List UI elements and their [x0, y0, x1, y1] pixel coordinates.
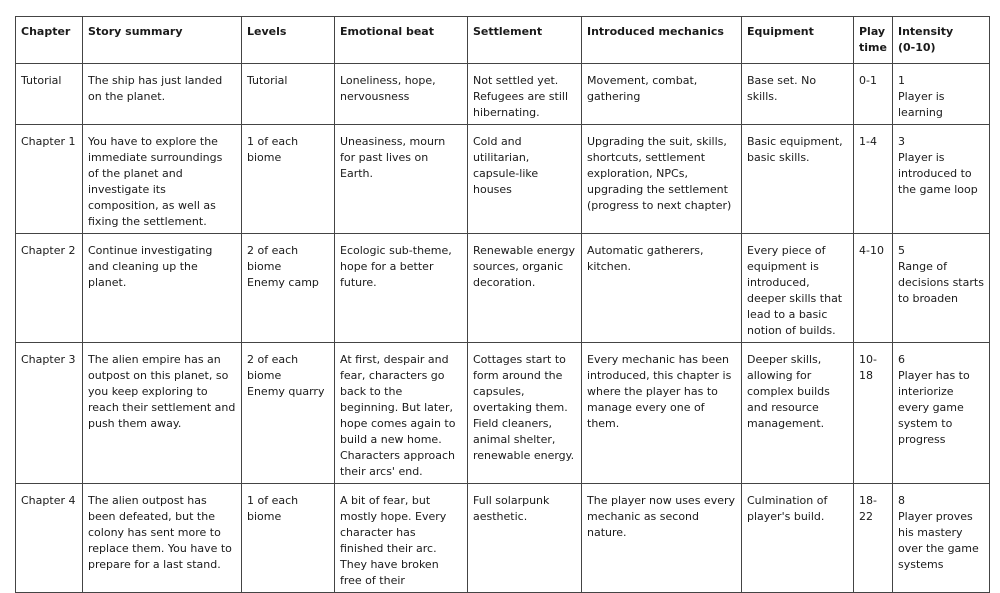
cell-introduced-mechanics: Movement, combat, gathering	[582, 64, 742, 125]
cell-emotional-beat: A bit of fear, but mostly hope. Every character has finished their arc. They have broken free of their	[335, 484, 468, 593]
cell-introduced-mechanics: Every mechanic has been introduced, this chapter is where the player has to manage every one of them.	[582, 343, 742, 484]
cell-play-time: 1-4	[854, 125, 893, 234]
table-row-chapter-3	[16, 343, 990, 484]
header-introduced-mechanics: Introduced mechanics	[582, 17, 742, 64]
table-row-chapter-1	[16, 125, 990, 234]
cell-introduced-mechanics: The player now uses every mechanic as second nature.	[582, 484, 742, 593]
cell-play-time: 0-1	[854, 64, 893, 125]
header-intensity: Intensity (0-10)	[893, 17, 990, 64]
cell-equipment: Basic equipment, basic skills.	[742, 125, 854, 234]
cell-intensity: 1 Player is learning	[893, 64, 990, 125]
header-settlement: Settlement	[468, 17, 582, 64]
cell-chapter: Tutorial	[16, 64, 83, 125]
design-table	[15, 16, 990, 593]
cell-equipment: Culmination of player's build.	[742, 484, 854, 593]
header-row	[16, 17, 990, 64]
cell-play-time: 4-10	[854, 234, 893, 343]
cell-settlement: Cold and utilitarian, capsule-like houses	[468, 125, 582, 234]
cell-intensity: 8 Player proves his mastery over the game systems	[893, 484, 990, 593]
cell-story-summary: The alien outpost has been defeated, but the colony has sent more to replace them. You have to prepare for a last stand.	[83, 484, 242, 593]
header-levels: Levels	[242, 17, 335, 64]
cell-levels: Tutorial	[242, 64, 335, 125]
header-chapter: Chapter	[16, 17, 83, 64]
cell-emotional-beat: Uneasiness, mourn for past lives on Earth.	[335, 125, 468, 234]
cell-intensity: 5 Range of decisions starts to broaden	[893, 234, 990, 343]
cell-equipment: Deeper skills, allowing for complex builds and resource management.	[742, 343, 854, 484]
cell-settlement: Renewable energy sources, organic decoration.	[468, 234, 582, 343]
cell-equipment: Every piece of equipment is introduced, deeper skills that lead to a basic notion of builds.	[742, 234, 854, 343]
cell-settlement: Cottages start to form around the capsules, overtaking them. Field cleaners, animal shelter, renewable energy.	[468, 343, 582, 484]
cell-story-summary: Continue investigating and cleaning up the planet.	[83, 234, 242, 343]
table-row-chapter-4	[16, 484, 990, 593]
cell-intensity: 3 Player is introduced to the game loop	[893, 125, 990, 234]
header-play-time: Play time	[854, 17, 893, 64]
cell-levels: 2 of each biome Enemy camp	[242, 234, 335, 343]
header-story-summary: Story summary	[83, 17, 242, 64]
cell-chapter: Chapter 4	[16, 484, 83, 593]
cell-play-time: 10-18	[854, 343, 893, 484]
header-equipment: Equipment	[742, 17, 854, 64]
cell-settlement: Not settled yet. Refugees are still hibernating.	[468, 64, 582, 125]
cell-levels: 2 of each biome Enemy quarry	[242, 343, 335, 484]
cell-chapter: Chapter 3	[16, 343, 83, 484]
cell-story-summary: The alien empire has an outpost on this planet, so you keep exploring to reach their settlement and push them away.	[83, 343, 242, 484]
cell-intensity: 6 Player has to interiorize every game system to progress	[893, 343, 990, 484]
cell-introduced-mechanics: Upgrading the suit, skills, shortcuts, settlement exploration, NPCs, upgrading the settlement (progress to next chapter)	[582, 125, 742, 234]
cell-chapter: Chapter 2	[16, 234, 83, 343]
cell-equipment: Base set. No skills.	[742, 64, 854, 125]
cell-play-time: 18-22	[854, 484, 893, 593]
cell-emotional-beat: At first, despair and fear, characters go back to the beginning. But later, hope comes again to build a new home. Characters approach their arcs' end.	[335, 343, 468, 484]
cell-introduced-mechanics: Automatic gatherers, kitchen.	[582, 234, 742, 343]
table-row-chapter-2	[16, 234, 990, 343]
cell-levels: 1 of each biome	[242, 125, 335, 234]
cell-story-summary: The ship has just landed on the planet.	[83, 64, 242, 125]
cell-emotional-beat: Loneliness, hope, nervousness	[335, 64, 468, 125]
table-row-tutorial	[16, 64, 990, 125]
cell-story-summary: You have to explore the immediate surroundings of the planet and investigate its composition, as well as fixing the settlement.	[83, 125, 242, 234]
header-emotional-beat: Emotional beat	[335, 17, 468, 64]
cell-chapter: Chapter 1	[16, 125, 83, 234]
cell-emotional-beat: Ecologic sub-theme, hope for a better future.	[335, 234, 468, 343]
cell-levels: 1 of each biome	[242, 484, 335, 593]
cell-settlement: Full solarpunk aesthetic.	[468, 484, 582, 593]
